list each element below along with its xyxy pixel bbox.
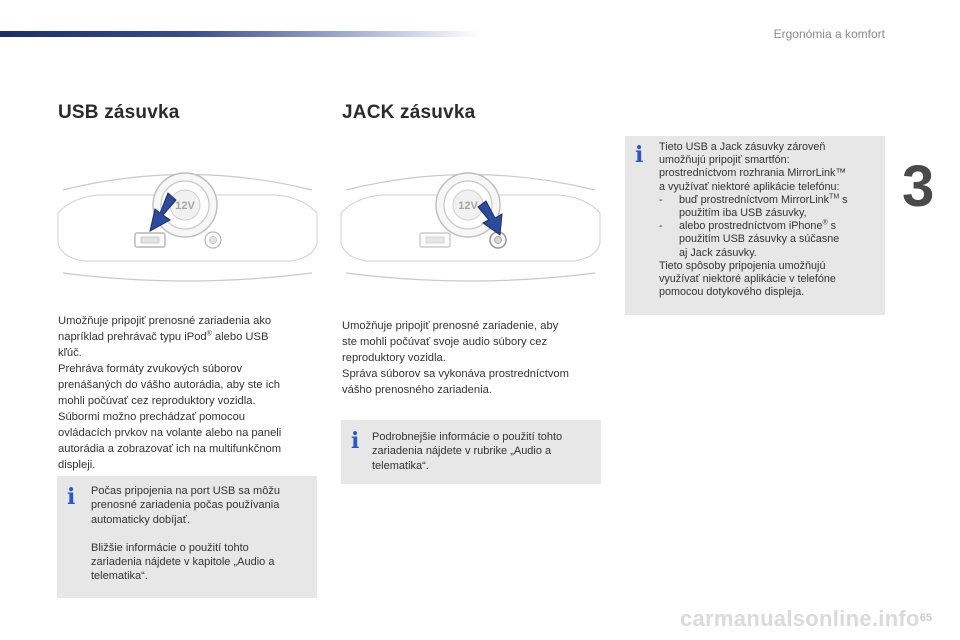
info-icon: i — [67, 484, 76, 510]
smartphone-info-box — [625, 136, 885, 315]
usb-description: Umožňuje pripojiť prenosné zariadenia ako napríklad prehrávač typu iPod® alebo USB kľúč. Prehráva formáty zvukových súborov prenášaných do vášho autorádia, aby ste ich mohli počúvať cez reproduktory vozidla. Súbormi možno prechádzať pomocou ovládacích prvkov na volante alebo na paneli autorádia a zobrazovať ich na multifunkčnom displeji. — [58, 315, 282, 471]
usb-socket-illustration — [55, 165, 320, 285]
jack-section-title: JACK zásuvka — [342, 102, 476, 123]
section-title: Ergonómia a komfort — [773, 27, 885, 41]
header-gradient-bar — [0, 31, 480, 37]
usb-info-box — [57, 476, 317, 598]
jack-socket-illustration — [338, 165, 603, 285]
bullet-iphone: - alebo prostredníctvom iPhone® s použitím USB zásuvky a súčasne aj Jack zásuvky. — [659, 219, 840, 259]
info-icon: i — [635, 142, 644, 168]
watermark: carmanualsonline.info — [680, 606, 920, 631]
jack-12v-label: 12V — [458, 200, 478, 212]
page-number: 65 — [919, 612, 932, 624]
info-icon: i — [351, 428, 360, 454]
smartphone-info-text: Tieto USB a Jack zásuvky zároveň umožňujú pripojiť smartfón: prostredníctvom rozhrania MirrorLink™ a využívať niektoré aplikácie telefónu: - buď prostredníctvom MirrorLink™ s použitím iba USB zásuvky, - alebo prostredníctvom iPhone® s použitím USB zásuvky a súčasne aj Jack zásuvky. Tieto spôsoby pripojenia umožňujú využívať niektoré aplikácie v telefóne pomocou dotykového displeja. — [659, 141, 881, 299]
chapter-number: 3 — [902, 154, 935, 219]
jack-description: Umožňuje pripojiť prenosné zariadenie, aby ste mohli počúvať svoje audio súbory cez reproduktory vozidla. Správa súborov sa vykonáva prostredníctvom vášho prenosného zariadenia. — [342, 320, 569, 396]
jack-info-text: Podrobnejšie informácie o použití tohto zariadenia nájdete v rubrike „Audio a telematika“. — [372, 431, 563, 472]
usb-section-title: USB zásuvka — [58, 102, 180, 123]
bullet-mirrorlink: - buď prostredníctvom MirrorLink™ s použitím iba USB zásuvky, — [659, 193, 848, 220]
usb-info-text: Počas pripojenia na port USB sa môžu prenosné zariadenia počas používania automaticky dobíjať. Bližšie informácie o použití tohto zariadenia nájdete v kapitole „Audio a telematika“. — [91, 485, 280, 583]
jack-info-box — [341, 420, 601, 484]
usb-12v-label: 12V — [175, 200, 195, 212]
